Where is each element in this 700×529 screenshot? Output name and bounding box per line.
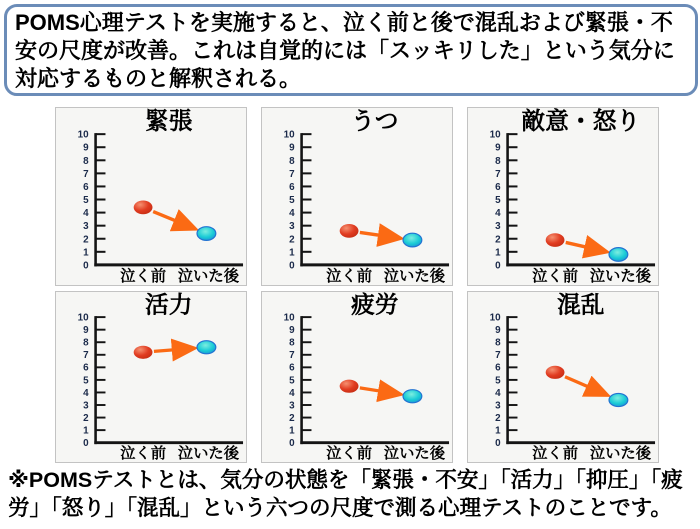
trend-arrow-icon bbox=[565, 377, 607, 395]
x-label-before: 泣く前 bbox=[326, 267, 373, 285]
point-before-crying bbox=[340, 224, 359, 238]
chart-tension bbox=[55, 107, 247, 286]
footer-note bbox=[8, 466, 683, 522]
y-tick-label: 9 bbox=[495, 142, 501, 154]
point-after-crying bbox=[197, 227, 216, 241]
chart-svg bbox=[56, 108, 246, 285]
x-label-after: 泣いた後 bbox=[177, 445, 240, 462]
y-tick-label: 0 bbox=[83, 260, 89, 272]
x-label-after: 泣いた後 bbox=[589, 267, 652, 285]
point-after-crying bbox=[609, 248, 628, 262]
y-tick-label: 0 bbox=[289, 438, 295, 450]
y-tick-label: 6 bbox=[83, 362, 89, 374]
x-label-before: 泣く前 bbox=[326, 445, 373, 462]
charts-grid bbox=[55, 107, 659, 463]
point-before-crying bbox=[134, 346, 153, 359]
chart-title: うつ bbox=[351, 108, 399, 136]
y-tick-label: 9 bbox=[83, 142, 89, 154]
y-tick-label: 2 bbox=[83, 413, 89, 424]
y-tick-label: 7 bbox=[495, 168, 501, 180]
y-tick-label: 0 bbox=[495, 260, 501, 272]
y-tick-label: 10 bbox=[283, 129, 295, 141]
chart-svg bbox=[468, 292, 658, 462]
point-before-crying bbox=[340, 380, 359, 393]
y-tick-label: 7 bbox=[495, 350, 501, 362]
x-label-before: 泣く前 bbox=[120, 267, 167, 285]
y-tick-label: 3 bbox=[289, 221, 295, 233]
y-tick-label: 3 bbox=[495, 400, 501, 412]
y-tick-label: 4 bbox=[495, 387, 501, 399]
x-label-after: 泣いた後 bbox=[177, 267, 240, 285]
y-tick-label: 5 bbox=[495, 375, 501, 387]
y-tick-label: 1 bbox=[289, 425, 295, 437]
chart-vigor bbox=[55, 291, 247, 463]
y-tick-label: 6 bbox=[83, 181, 89, 193]
y-tick-label: 9 bbox=[83, 325, 89, 337]
y-tick-label: 5 bbox=[83, 194, 89, 207]
x-label-after: 泣いた後 bbox=[589, 445, 652, 462]
trend-arrow-icon bbox=[360, 388, 400, 394]
chart-confusion bbox=[467, 291, 659, 463]
y-tick-label: 1 bbox=[495, 247, 501, 259]
trend-arrow-icon bbox=[566, 242, 606, 251]
y-tick-label: 4 bbox=[83, 208, 89, 220]
y-tick-label: 10 bbox=[77, 129, 89, 141]
y-tick-label: 8 bbox=[289, 155, 295, 167]
point-after-crying bbox=[403, 390, 422, 403]
chart-hostility-anger bbox=[467, 107, 659, 286]
y-tick-label: 1 bbox=[495, 425, 501, 437]
header-line: 安の尺度が改善。これは自覚的には「スッキリした」という気分に bbox=[15, 38, 675, 63]
y-tick-label: 6 bbox=[495, 181, 501, 193]
y-tick-label: 7 bbox=[83, 168, 89, 180]
y-tick-label: 0 bbox=[83, 438, 89, 450]
y-tick-label: 0 bbox=[289, 260, 295, 272]
y-tick-label: 7 bbox=[83, 350, 89, 362]
chart-svg bbox=[56, 292, 246, 462]
chart-depression bbox=[261, 107, 453, 286]
y-tick-label: 6 bbox=[289, 181, 295, 193]
y-tick-label: 9 bbox=[289, 325, 295, 337]
y-tick-label: 2 bbox=[83, 234, 89, 246]
trend-arrow-icon bbox=[360, 232, 400, 238]
x-label-before: 泣く前 bbox=[532, 445, 579, 462]
y-tick-label: 8 bbox=[83, 337, 89, 349]
header-line: POMS心理テストを実施すると、泣く前と後で混乱および緊張・不 bbox=[15, 10, 673, 35]
y-tick-label: 1 bbox=[83, 247, 89, 259]
x-label-before: 泣く前 bbox=[532, 267, 579, 285]
header-line: 対応するものと解釈される。 bbox=[15, 66, 302, 91]
y-tick-label: 1 bbox=[289, 247, 295, 259]
chart-title: 混乱 bbox=[557, 292, 605, 318]
y-tick-label: 3 bbox=[83, 400, 89, 412]
y-tick-label: 8 bbox=[495, 155, 501, 167]
point-after-crying bbox=[403, 233, 422, 247]
y-tick-label: 8 bbox=[83, 155, 89, 167]
y-tick-label: 6 bbox=[289, 362, 295, 374]
point-before-crying bbox=[546, 366, 565, 379]
y-tick-label: 2 bbox=[289, 234, 295, 246]
chart-title: 疲労 bbox=[351, 292, 399, 318]
footer-line: ※POMSテストとは、気分の状態を「緊張・不安」「活力」「抑圧」「疲 bbox=[8, 468, 683, 492]
y-tick-label: 6 bbox=[495, 362, 501, 374]
y-tick-label: 7 bbox=[289, 168, 295, 180]
y-tick-label: 5 bbox=[495, 194, 501, 207]
point-before-crying bbox=[546, 233, 565, 247]
y-tick-label: 4 bbox=[83, 387, 89, 399]
y-tick-label: 2 bbox=[495, 234, 501, 246]
footer-line: 労」「怒り」「混乱」という六つの尺度で測る心理テストのことです。 bbox=[8, 496, 672, 520]
point-after-crying bbox=[609, 393, 628, 406]
point-after-crying bbox=[197, 341, 216, 354]
chart-title: 緊張 bbox=[145, 108, 193, 136]
y-tick-label: 1 bbox=[83, 425, 89, 437]
y-tick-label: 2 bbox=[495, 413, 501, 424]
y-tick-label: 4 bbox=[289, 208, 295, 220]
chart-title: 敵意・怒り bbox=[521, 108, 641, 136]
point-before-crying bbox=[134, 201, 153, 215]
y-tick-label: 9 bbox=[289, 142, 295, 154]
chart-svg bbox=[468, 108, 658, 285]
y-tick-label: 5 bbox=[289, 375, 295, 387]
x-label-after: 泣いた後 bbox=[383, 267, 446, 285]
y-tick-label: 4 bbox=[495, 208, 501, 220]
y-tick-label: 8 bbox=[289, 337, 295, 349]
y-tick-label: 7 bbox=[289, 350, 295, 362]
y-tick-label: 10 bbox=[283, 312, 295, 324]
trend-arrow-icon bbox=[153, 212, 194, 229]
y-tick-label: 10 bbox=[489, 312, 501, 324]
y-tick-label: 3 bbox=[289, 400, 295, 412]
y-tick-label: 5 bbox=[83, 375, 89, 387]
chart-fatigue bbox=[261, 291, 453, 463]
y-tick-label: 3 bbox=[495, 221, 501, 233]
y-tick-label: 2 bbox=[289, 413, 295, 424]
y-tick-label: 0 bbox=[495, 438, 501, 450]
y-tick-label: 5 bbox=[289, 194, 295, 207]
header-box bbox=[4, 4, 698, 96]
x-label-after: 泣いた後 bbox=[383, 445, 446, 462]
chart-svg bbox=[262, 292, 452, 462]
y-tick-label: 8 bbox=[495, 337, 501, 349]
y-tick-label: 4 bbox=[289, 387, 295, 399]
x-label-before: 泣く前 bbox=[120, 445, 167, 462]
y-tick-label: 10 bbox=[489, 129, 501, 141]
y-tick-label: 3 bbox=[83, 221, 89, 233]
y-tick-label: 9 bbox=[495, 325, 501, 337]
chart-svg bbox=[262, 108, 452, 285]
trend-arrow-icon bbox=[154, 348, 194, 351]
chart-title: 活力 bbox=[145, 292, 193, 318]
y-tick-label: 10 bbox=[77, 312, 89, 324]
